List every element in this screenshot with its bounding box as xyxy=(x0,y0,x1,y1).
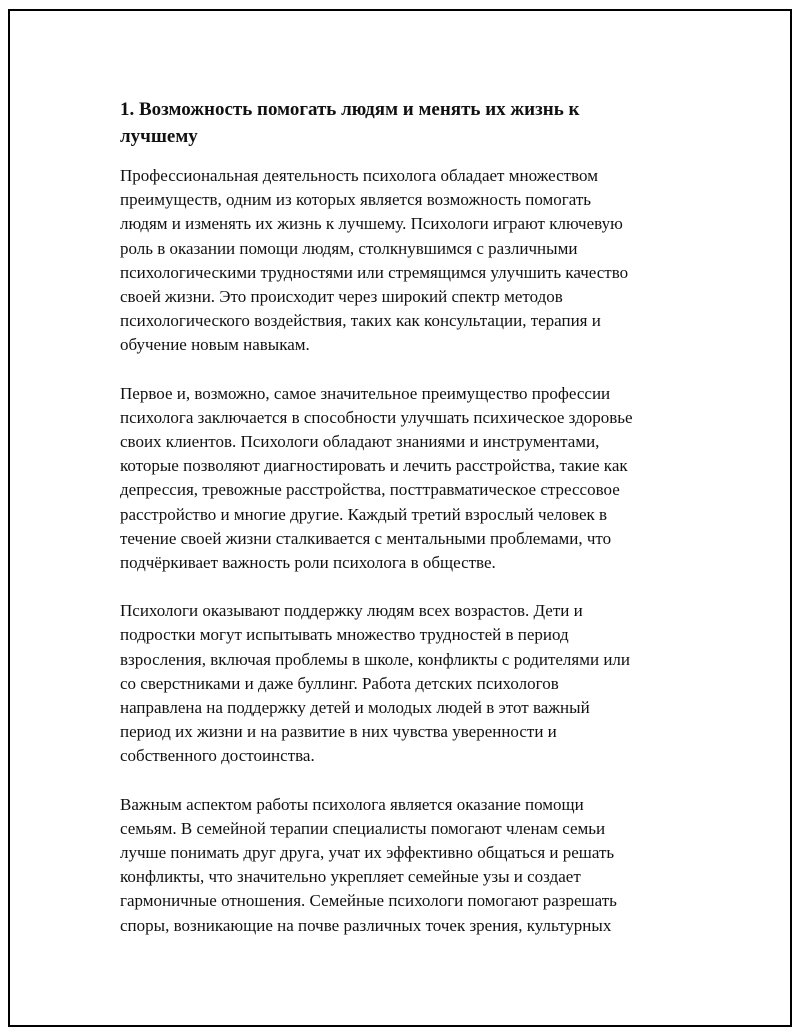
paragraph-4 xyxy=(120,793,685,938)
paragraph-line: взросления, включая проблемы в школе, конфликты с родителями или xyxy=(120,649,631,669)
paragraph-line: подростки могут испытывать множество трудностей в период xyxy=(120,625,569,645)
paragraph-line: психолога заключается в способности улучшать психическое здоровье xyxy=(120,407,633,427)
paragraph-3 xyxy=(120,599,685,768)
paragraph-line: своей жизни. Это происходит через широкий спектр методов xyxy=(120,287,563,307)
paragraph-line: со сверстниками и даже буллинг. Работа детских психологов xyxy=(120,673,559,693)
paragraph-line: своих клиентов. Психологи обладают знаниями и инструментами, xyxy=(120,432,600,452)
heading-line: лучшему xyxy=(120,126,198,147)
paragraph-line: период их жизни и на развитие в них чувства уверенности и xyxy=(120,722,557,742)
paragraph-line: Психологи оказывают поддержку людям всех возрастов. Дети и xyxy=(120,601,583,621)
paragraph-line: конфликты, что значительно укрепляет семейные узы и создает xyxy=(120,867,581,887)
paragraph-line: направлена на поддержку детей и молодых людей в этот важный xyxy=(120,698,590,718)
paragraph-line: подчёркивает важность роли психолога в обществе. xyxy=(120,553,496,573)
paragraph-1 xyxy=(120,164,685,358)
heading-line: 1. Возможность помогать людям и менять их жизнь к xyxy=(120,99,580,120)
paragraph-line: психологическими трудностями или стремящимся улучшить качество xyxy=(120,262,629,282)
document-page xyxy=(8,9,792,1027)
paragraph-line: гармоничные отношения. Семейные психологи помогают разрешать xyxy=(120,891,617,911)
paragraph-line: течение своей жизни сталкивается с ментальными проблемами, что xyxy=(120,528,612,548)
paragraph-line: Первое и, возможно, самое значительное преимущество профессии xyxy=(120,383,611,403)
paragraph-line: людям и изменять их жизнь к лучшему. Психологи играют ключевую xyxy=(120,214,623,234)
document-body xyxy=(120,96,685,962)
paragraph-line: Профессиональная деятельность психолога обладает множеством xyxy=(120,166,598,185)
paragraph-line: Важным аспектом работы психолога является оказание помощи xyxy=(120,794,584,814)
paragraph-line: расстройство и многие другие. Каждый третий взрослый человек в xyxy=(120,504,608,524)
paragraph-line: собственного достоинства. xyxy=(120,746,315,766)
paragraph-line: обучение новым навыкам. xyxy=(120,335,310,355)
paragraph-line: психологического воздействия, таких как консультации, терапия и xyxy=(120,311,601,331)
paragraph-line: лучше понимать друг друга, учат их эффективно общаться и решать xyxy=(120,843,615,863)
paragraph-line: семьям. В семейной терапии специалисты помогают членам семьи xyxy=(120,818,606,838)
section-heading xyxy=(120,96,685,150)
paragraph-line: споры, возникающие на почве различных точек зрения, культурных xyxy=(120,915,612,935)
paragraph-line: депрессия, тревожные расстройства, посттравматическое стрессовое xyxy=(120,480,620,500)
paragraph-line: преимуществ, одним из которых является возможность помогать xyxy=(120,190,592,210)
paragraph-line: роль в оказании помощи людям, столкнувшимся с различными xyxy=(120,238,578,258)
paragraph-2 xyxy=(120,382,685,576)
paragraph-line: которые позволяют диагностировать и лечить расстройства, такие как xyxy=(120,456,628,476)
